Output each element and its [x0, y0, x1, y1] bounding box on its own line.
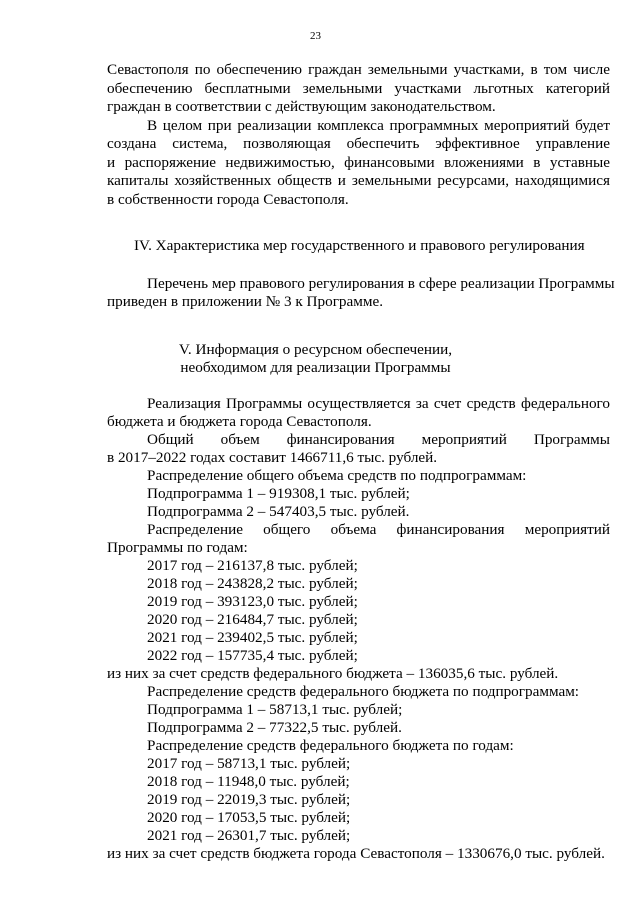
section-heading-v: V. Информация о ресурсном обеспечении, — [178, 341, 453, 358]
list-item: 2019 год – 393123,0 тыс. рублей; — [147, 593, 358, 610]
list-item: Подпрограмма 1 – 919308,1 тыс. рублей; — [147, 485, 410, 502]
text-line: создана система, позволяющая обеспечить эффективное управление — [107, 135, 610, 152]
text-line: Перечень мер правового регулирования в сфере реализации Программы — [147, 275, 615, 292]
list-item: 2017 год – 58713,1 тыс. рублей; — [147, 755, 351, 772]
text-line: и распоряжение недвижимостью, финансовыми вложениями в уставные — [107, 154, 610, 171]
text-line: в собственности города Севастополя. — [107, 191, 349, 208]
text-line: Распределение средств федерального бюджета по годам: — [147, 737, 514, 754]
text-line: из них за счет средств бюджета города Севастополя – 1330676,0 тыс. рублей. — [107, 845, 605, 862]
text-line: Распределение общего объема финансирования мероприятий — [147, 521, 610, 538]
section-heading-v: необходимом для реализации Программы — [180, 359, 451, 376]
text-line: Севастополя по обеспечению граждан земельными участками, в том числе — [107, 61, 610, 78]
text-line: бюджета и бюджета города Севастополя. — [107, 413, 372, 430]
list-item: 2018 год – 11948,0 тыс. рублей; — [147, 773, 350, 790]
list-item: 2019 год – 22019,3 тыс. рублей; — [147, 791, 351, 808]
list-item: Подпрограмма 2 – 547403,5 тыс. рублей. — [147, 503, 410, 520]
list-item: 2020 год – 216484,7 тыс. рублей; — [147, 611, 358, 628]
text-line: Общий объем финансирования мероприятий Программы — [147, 431, 610, 448]
page-number: 23 — [310, 30, 321, 42]
list-item: 2021 год – 239402,5 тыс. рублей; — [147, 629, 358, 646]
text-line: Программы по годам: — [107, 539, 248, 556]
list-item: Подпрограмма 2 – 77322,5 тыс. рублей. — [147, 719, 402, 736]
text-line: Реализация Программы осуществляется за счет средств федерального — [147, 395, 610, 412]
section-heading-iv: IV. Характеристика мер государственного и правового регулирования — [134, 237, 585, 254]
text-line: Распределение средств федерального бюджета по подпрограммам: — [147, 683, 580, 700]
list-item: 2018 год – 243828,2 тыс. рублей; — [147, 575, 358, 592]
text-line: в 2017–2022 годах составит 1466711,6 тыс. рублей. — [107, 449, 438, 466]
text-line: капиталы хозяйственных обществ и земельными ресурсами, находящимися — [107, 172, 610, 189]
text-line: из них за счет средств федерального бюджета – 136035,6 тыс. рублей. — [107, 665, 559, 682]
list-item: 2017 год – 216137,8 тыс. рублей; — [147, 557, 358, 574]
list-item: 2022 год – 157735,4 тыс. рублей; — [147, 647, 358, 664]
text-line: Распределение общего объема средств по подпрограммам: — [147, 467, 527, 484]
text-line: граждан в соответствии с действующим законодательством. — [107, 98, 496, 115]
text-line: приведен в приложении № 3 к Программе. — [107, 293, 384, 310]
text-line: обеспечению бесплатными земельными участками льготных категорий — [107, 80, 610, 97]
text-line: В целом при реализации комплекса программных мероприятий будет — [147, 117, 610, 134]
list-item: 2020 год – 17053,5 тыс. рублей; — [147, 809, 351, 826]
list-item: Подпрограмма 1 – 58713,1 тыс. рублей; — [147, 701, 403, 718]
list-item: 2021 год – 26301,7 тыс. рублей; — [147, 827, 351, 844]
